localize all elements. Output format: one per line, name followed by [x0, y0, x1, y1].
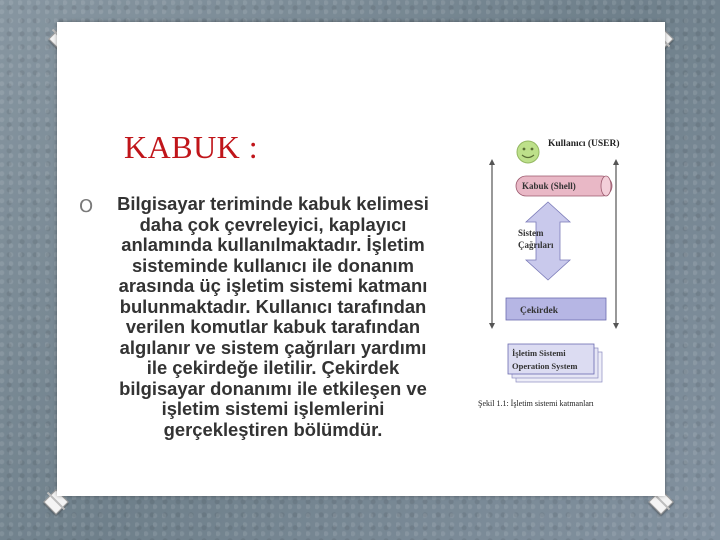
kernel-label: Çekirdek — [520, 306, 558, 316]
os-label-line1: İşletim Sistemi — [512, 348, 566, 358]
syscall-label-line2: Çağrıları — [518, 240, 554, 250]
os-layers-figure — [476, 128, 636, 414]
os-label-line2: Operation System — [512, 361, 578, 371]
corner-pin-bottom-right — [652, 493, 672, 513]
bullet-marker: O — [79, 196, 94, 217]
shell-label: Kabuk (Shell) — [522, 181, 576, 191]
syscall-label-line1: Sistem — [518, 228, 544, 238]
corner-pin-bottom-left — [47, 493, 67, 513]
user-label: Kullanıcı (USER) — [548, 139, 620, 149]
slide-title: KABUK : — [124, 129, 259, 165]
figure-caption: Şekil 1.1: İşletim sistemi katmanları — [478, 399, 594, 408]
user-smiley-icon — [517, 141, 539, 163]
slide-body-text: Bilgisayar teriminde kabuk kelimesi daha çok çevreleyici, kaplayıcı anlamında kullanılmaktadır. İşletim sisteminde kullanıcı ile donanım arasında üç işletim sistemi katmanı bulunmaktadır. Kullanıcı tarafından verilen komutlar kabuk tarafından algılanır ve sistem çağrıları yardımı ile çekirdeğe iletilir. Çekirdek bilgisayar donanımı ile etkileşen ve işletim sistemi işlemlerini gerçekleştiren bölümdür. — [117, 193, 429, 440]
